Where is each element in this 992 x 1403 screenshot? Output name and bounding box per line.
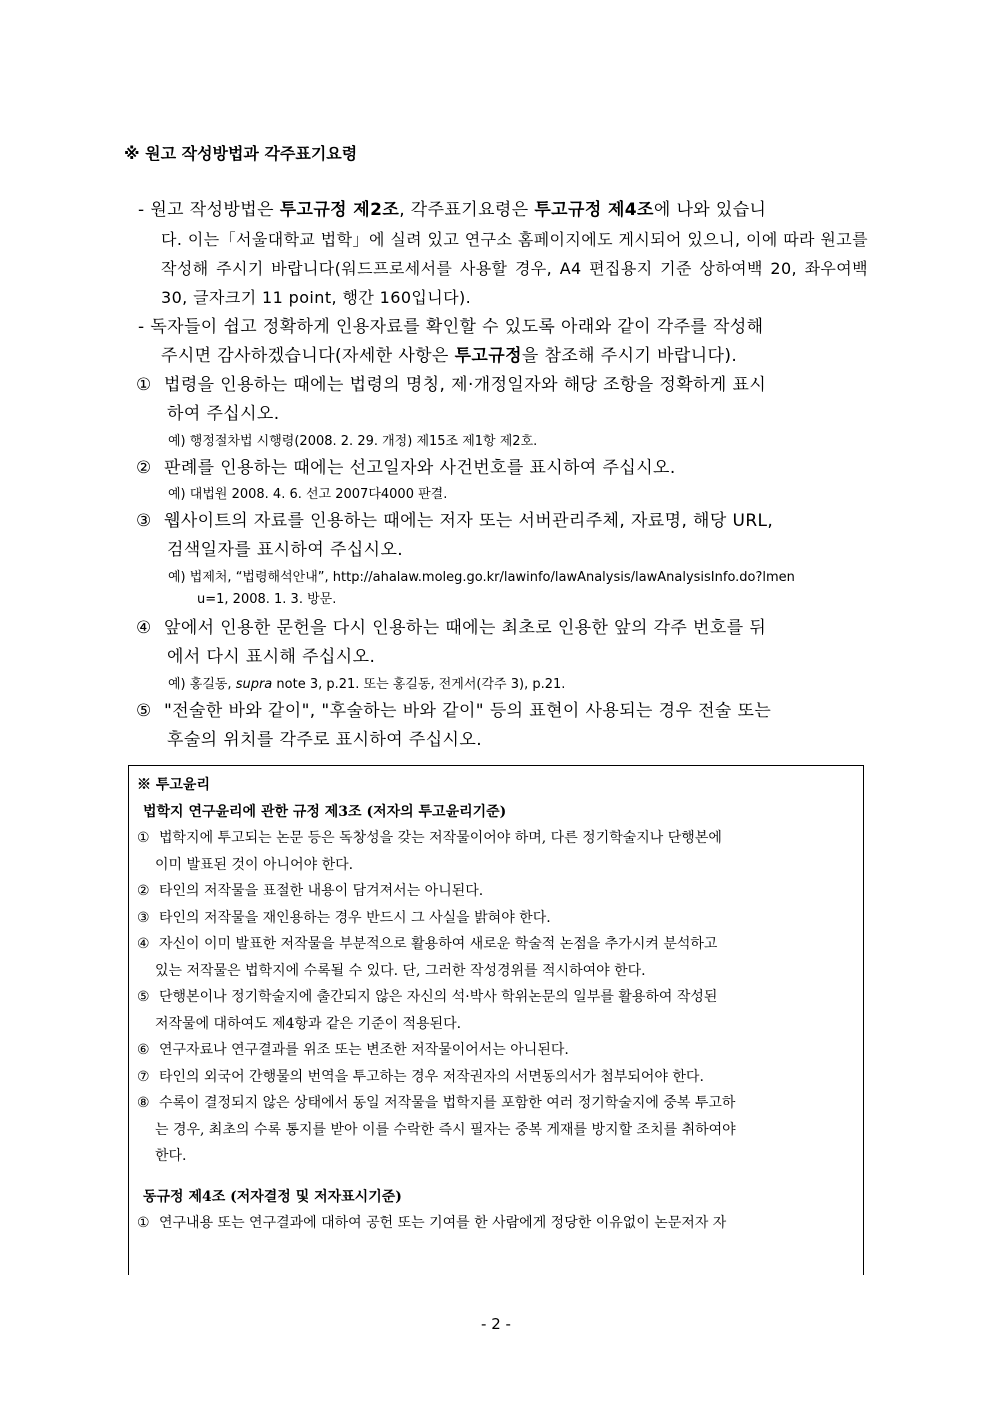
intro-p1-prefix: - 원고 작성방법은 — [138, 200, 280, 220]
item-example-line-1: 예) 법제처, “법령해석안내”, http://ahalaw.moleg.go.kr/lawinfo/lawAnalysis/lawAnalysisInfo.do?lmen — [168, 570, 795, 585]
item-example: 예) 대법원 2008. 4. 6. 선고 2007다4000 판결. — [168, 487, 448, 502]
ethics-item-number: ④ — [137, 936, 150, 952]
intro-p2-line-1: - 독자들이 쉽고 정확하게 인용자료를 확인할 수 있도록 아래와 같이 각주를 작성해 — [138, 317, 764, 337]
item-number: ② — [136, 458, 152, 478]
ethics-item-number: ⑥ — [137, 1042, 150, 1058]
ethics-item-number: ① — [137, 830, 150, 846]
ethics-section-1-title: 법학지 연구윤리에 관한 규정 제3조 (저자의 투고윤리기준) — [143, 803, 507, 820]
intro-p2-suffix: 을 참조해 주시기 바랍니다). — [521, 346, 738, 366]
item-text: 웹사이트의 자료를 인용하는 때에는 저자 또는 서버관리주체, 자료명, 해당 URL, — [164, 511, 774, 531]
item-text-continued: 검색일자를 표시하여 주십시오. — [167, 540, 404, 560]
item-number: ⑤ — [136, 701, 152, 721]
item-example: 예) 행정절차법 시행령(2008. 2. 29. 개정) 제15조 제1항 제2호. — [168, 434, 538, 449]
ethics-section-2-title: 동규정 제4조 (저자결정 및 저자표시기준) — [143, 1188, 402, 1205]
intro-p1-mid: , 각주표기요령은 — [399, 200, 535, 220]
intro-paragraph-2 — [138, 313, 868, 371]
ethics-item-text: 연구자료나 연구결과를 위조 또는 변조한 저작물이어서는 아니된다. — [159, 1042, 569, 1058]
page-number: - 2 - — [481, 1315, 511, 1333]
ethics-content — [137, 772, 857, 1237]
item-number: ① — [136, 375, 152, 395]
ethics-item-text: 자신이 이미 발표한 저작물을 부분적으로 활용하여 새로운 학술적 논점을 추가시켜 분석하고 — [159, 936, 718, 952]
item-example-pre: 예) 홍길동, — [168, 677, 236, 692]
intro-p1-bold-2: 투고규정 제4조 — [534, 200, 654, 220]
ethics-item-text: 타인의 외국어 간행물의 번역을 투고하는 경우 저작권자의 서면동의서가 첨부되어야 한다. — [159, 1068, 704, 1085]
ethics-item-text: 법학지에 투고되는 논문 등은 독창성을 갖는 저작물이어야 하며, 다른 정기학술지나 단행본에 — [159, 830, 722, 846]
ethics-item-text: 연구내용 또는 연구결과에 대하여 공헌 또는 기여를 한 사람에게 정당한 이유없이 논문저자 자 — [159, 1215, 727, 1231]
item-number: ③ — [136, 511, 152, 531]
section-heading: ※ 원고 작성방법과 각주표기요령 — [124, 144, 358, 163]
ethics-item-text: 타인의 저작물을 표절한 내용이 담겨져서는 아니된다. — [159, 883, 484, 899]
intro-p2-bold: 투고규정 — [454, 346, 522, 366]
intro-p2-prefix: 주시면 감사하겠습니다(자세한 사항은 — [161, 346, 455, 366]
ethics-item-number: ⑤ — [137, 989, 150, 1005]
item-example-line-2: u=1, 2008. 1. 3. 방문. — [197, 592, 337, 607]
ethics-item-number: ③ — [137, 909, 150, 926]
item-text-continued: 후술의 위치를 각주로 표시하여 주십시오. — [167, 730, 482, 750]
list-item — [136, 507, 870, 565]
ethics-item-number: ⑦ — [137, 1068, 150, 1085]
ethics-item — [137, 931, 857, 984]
ethics-item-text-continued: 저작물에 대하여도 제4항과 같은 기준이 적용된다. — [155, 1015, 462, 1032]
item-text: 판례를 인용하는 때에는 선고일자와 사건번호를 표시하여 주십시오. — [164, 458, 676, 478]
list-item — [136, 697, 870, 755]
intro-p2-line-2 — [138, 342, 868, 371]
ethics-item — [137, 1090, 857, 1170]
list-item — [136, 454, 870, 483]
ethics-item — [137, 984, 857, 1037]
ethics-item — [137, 1037, 857, 1064]
ethics-box — [128, 765, 864, 1275]
ethics-item-text: 타인의 저작물을 재인용하는 경우 반드시 그 사실을 밝혀야 한다. — [159, 909, 551, 926]
ethics-item — [137, 1210, 857, 1237]
ethics-item-text-continued: 한다. — [155, 1148, 187, 1164]
item-example-post: note 3, p.21. 또는 홍길동, 전게서(각주 3), p.21. — [272, 677, 566, 692]
ethics-item-text-continued: 는 경우, 최초의 수록 통지를 받아 이를 수락한 즉시 필자는 중복 게재를 방지할 조치를 취하여야 — [155, 1121, 736, 1138]
item-text: 법령을 인용하는 때에는 법령의 명칭, 제·개정일자와 해당 조항을 정확하게 표시 — [164, 375, 767, 395]
item-example — [168, 674, 868, 696]
item-text-continued: 에서 다시 표시해 주십시오. — [167, 647, 376, 667]
ethics-item — [137, 905, 857, 932]
section-spacer — [137, 1170, 857, 1184]
list-item — [136, 371, 870, 429]
item-number: ④ — [136, 618, 152, 638]
ethics-title: ※ 투고윤리 — [137, 777, 210, 793]
ethics-item-number: ⑧ — [137, 1095, 150, 1111]
ethics-item-text: 단행본이나 정기학술지에 출간되지 않은 자신의 석·박사 학위논문의 일부를 활용하여 작성된 — [159, 989, 718, 1005]
intro-p1-rest: 다. 이는「서울대학교 법학」에 실려 있고 연구소 홈페이지에도 게시되어 있으니, 이에 따라 원고를 작성해 주시기 바랍니다(워드프로세서를 사용할 경우, A4 편집용지 기준 상하여백 20, 좌우여백 30, 글자크기 11 point, 행간 160입니다). — [161, 230, 868, 307]
item-text: "전술한 바와 같이", "후술하는 바와 같이" 등의 표현이 사용되는 경우 전술 또는 — [164, 701, 772, 721]
ethics-item — [137, 1064, 857, 1091]
item-example — [168, 567, 868, 611]
intro-p1-suffix: 에 나와 있습니 — [653, 200, 767, 220]
ethics-item-text: 수록이 결정되지 않은 상태에서 동일 저작물을 법학지를 포함한 여러 정기학술지에 중복 투고하 — [159, 1095, 736, 1111]
ethics-item-text-continued: 이미 발표된 것이 아니어야 한다. — [155, 856, 354, 873]
item-text-continued: 하여 주십시오. — [167, 404, 280, 424]
intro-paragraph-1 — [138, 196, 868, 312]
item-example-italic: supra — [235, 677, 273, 692]
ethics-item-number: ② — [137, 883, 150, 899]
list-item — [136, 614, 870, 672]
item-text: 앞에서 인용한 문헌을 다시 인용하는 때에는 최초로 인용한 앞의 각주 번호를 뒤 — [164, 618, 767, 638]
ethics-item — [137, 825, 857, 878]
ethics-item — [137, 878, 857, 905]
ethics-item-text-continued: 있는 저작물은 법학지에 수록될 수 있다. 단, 그러한 작성경위를 적시하여야 한다. — [155, 962, 646, 979]
intro-p1-bold-1: 투고규정 제2조 — [279, 200, 400, 220]
ethics-item-number: ① — [137, 1215, 150, 1231]
